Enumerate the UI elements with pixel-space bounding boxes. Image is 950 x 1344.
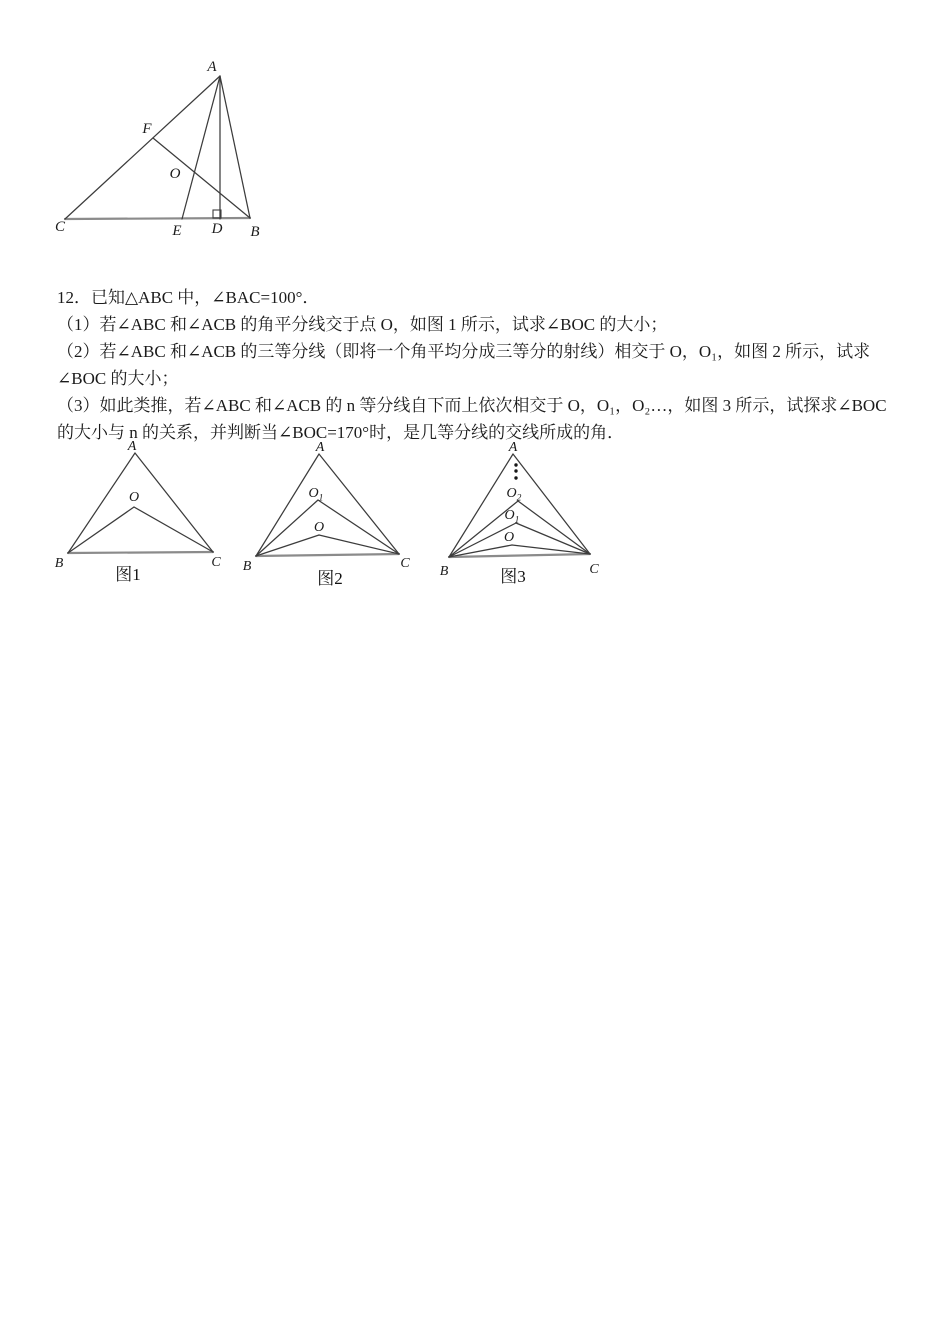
figure-caption: 图1 [115,565,141,584]
problem-line-5: （3）如此类推，若∠ABC 和∠ACB 的 n 等分线自下而上依次相交于 O，O₁，O₂…，如图 3 所示，试探求∠BOC [57,396,887,415]
figure-2 [235,438,415,588]
edge-A-C [135,453,213,552]
edge-A-C [319,454,399,554]
edge-B-A [256,454,319,556]
edge-O2-C [518,501,590,554]
point-label-C: C [54,219,66,235]
point-label-B: B [439,564,449,579]
point-label-C: C [211,555,221,570]
point-label-B: B [54,556,64,571]
edge-C-B [65,218,250,219]
point-label-O: O [169,166,181,182]
ellipsis-dot-3 [514,476,517,479]
edge-B-O1 [256,500,318,556]
point-label-C: C [400,556,410,571]
figure-3 [430,438,610,588]
point-label-O2: $O_2$ [506,486,522,504]
point-label-C: C [589,562,599,577]
figure-caption: 图3 [500,567,526,586]
problem-line-6: 的大小与 n 的关系，并判断当∠BOC=170°时，是几等分线的交线所成的角． [57,423,625,442]
edge-B-C [449,554,590,557]
problem-line-2: （1）若∠ABC 和∠ACB 的角平分线交于点 O，如图 1 所示，试求∠BOC 的大小； [57,315,668,334]
problem-line-1: 12．已知△ABC 中，∠BAC=100°． [57,288,320,307]
point-label-E: E [172,223,182,239]
edge-O-C [319,535,399,554]
figure-main [40,55,270,250]
ellipsis-dot-2 [514,469,517,472]
figure-caption: 图2 [317,569,343,588]
point-label-A: A [315,440,325,455]
ellipsis-dot-1 [514,463,517,466]
edge-B-A [68,453,135,553]
point-label-B: B [250,224,260,240]
figure-2-svg [235,438,415,588]
edge-B-O [68,507,134,553]
point-label-O1: $O_1$ [504,508,520,526]
point-label-O: O [313,520,325,535]
edge-O-C [134,507,213,552]
edge-B-C [256,554,399,556]
point-label-A: A [127,439,137,454]
point-label-F: F [142,121,152,137]
edge-O1-C [318,500,399,554]
edge-B-O [256,535,319,556]
edge-A-E [182,76,220,219]
point-label-A: A [207,59,217,75]
point-label-B: B [242,559,252,574]
figure-3-svg [430,438,610,588]
point-label-O: O [503,530,515,545]
edge-B-C [68,552,213,553]
edge-C-A [65,76,220,219]
point-label-O1: $O_1$ [308,486,324,504]
figure-1 [55,438,225,588]
edge-A-C [513,454,590,554]
problem-text [57,284,927,446]
figure-1-svg [55,438,225,588]
figure-main-svg [40,55,270,250]
point-label-A: A [508,440,518,455]
point-label-O: O [128,490,140,505]
point-label-D: D [211,221,223,237]
problem-line-4: ∠BOC 的大小； [57,369,179,388]
problem-line-3: （2）若∠ABC 和∠ACB 的三等分线（即将一个角平均分成三等分的射线）相交于 O，O₁，如图 2 所示，试求 [57,342,871,361]
